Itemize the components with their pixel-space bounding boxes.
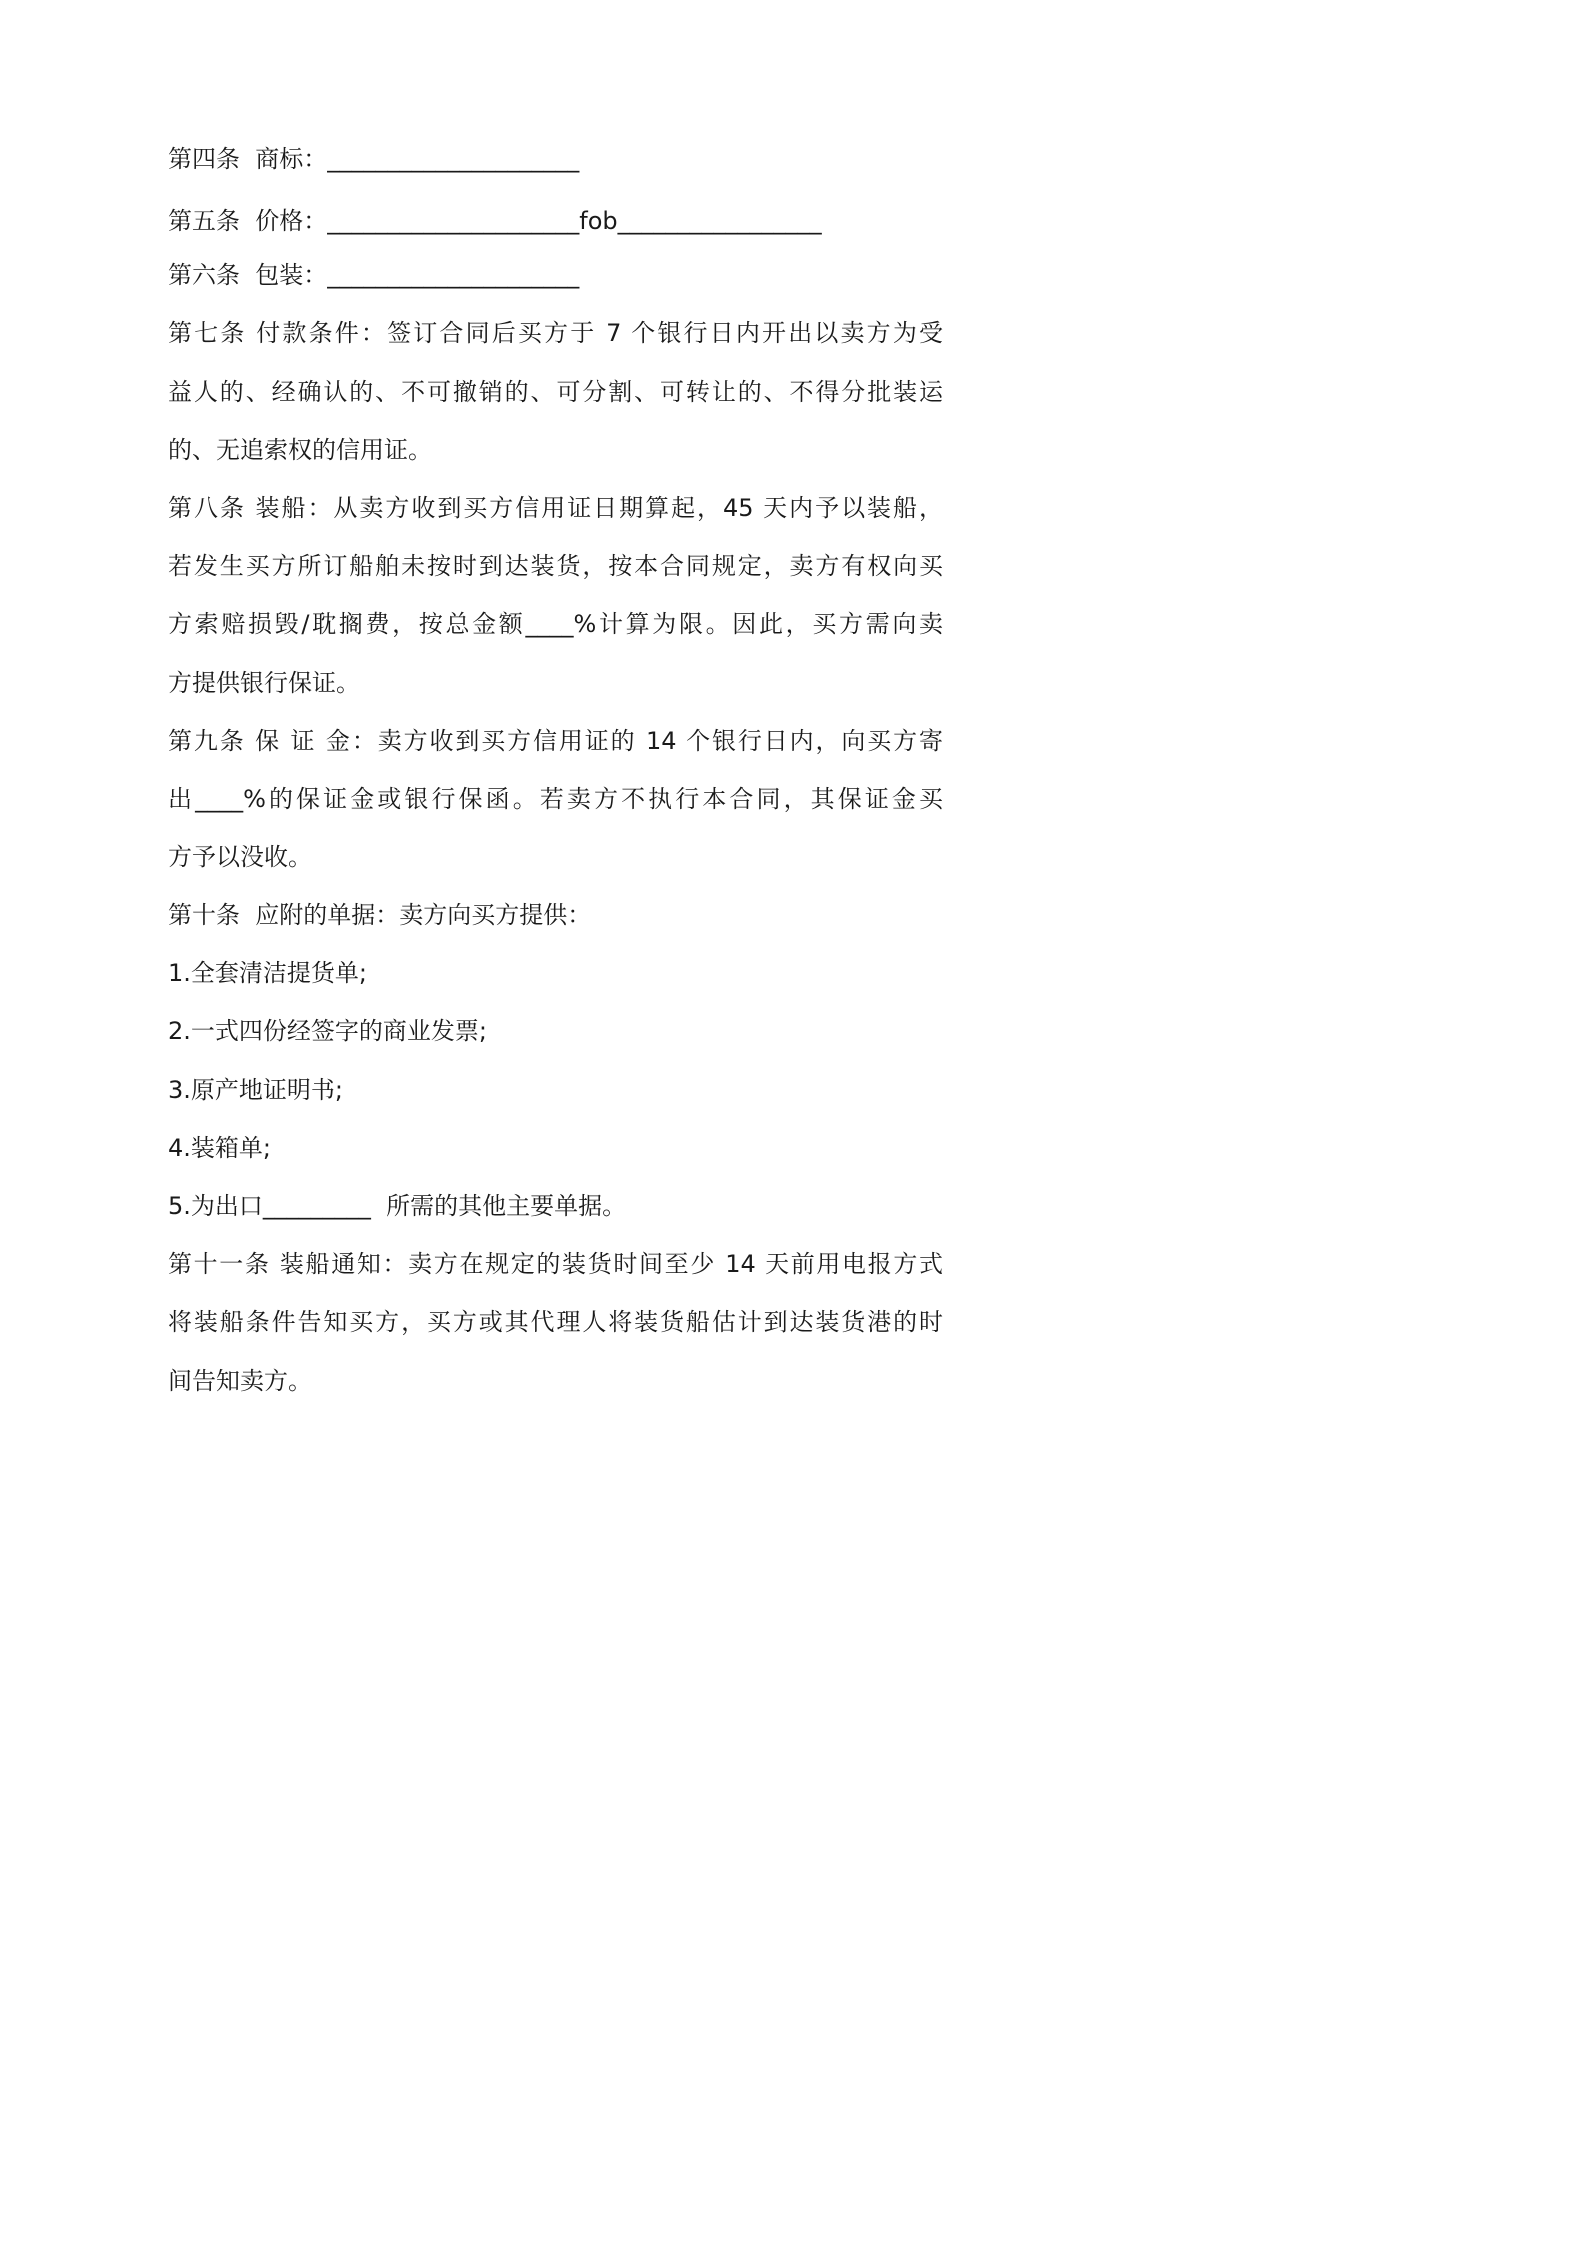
article-5-price: 第五条 价格：_____________________fob_________________ (168, 207, 822, 235)
article-8-shipment-line-1: 第八条 装船：从卖方收到买方信用证日期算起，45 天内予以装船， (168, 494, 943, 522)
document-item-3: 3.原产地证明书; (168, 1076, 343, 1104)
article-11-notice-line-2: 将装船条件告知买方，买方或其代理人将装货船估计到达装货港的时 (168, 1308, 943, 1336)
article-7-payment-line-2: 益人的、经确认的、不可撤销的、可分割、可转让的、不得分批装运 (168, 378, 943, 406)
article-9-deposit-line-3: 方予以没收。 (168, 843, 312, 871)
document-item-5: 5.为出口_________ 所需的其他主要单据。 (168, 1192, 627, 1220)
document-item-1: 1.全套清洁提货单; (168, 959, 367, 987)
article-7-payment-line-3: 的、无追索权的信用证。 (168, 436, 432, 464)
article-9-deposit-line-2: 出____%的保证金或银行保函。若卖方不执行本合同，其保证金买 (168, 785, 943, 813)
article-8-shipment-line-4: 方提供银行保证。 (168, 669, 360, 697)
article-11-notice-line-3: 间告知卖方。 (168, 1367, 312, 1395)
document-item-2: 2.一式四份经签字的商业发票; (168, 1017, 487, 1045)
article-6-packaging: 第六条 包装：_____________________ (168, 261, 580, 289)
article-8-shipment-line-2: 若发生买方所订船舶未按时到达装货，按本合同规定，卖方有权向买 (168, 552, 943, 580)
article-10-documents-heading: 第十条 应附的单据：卖方向买方提供： (168, 901, 592, 929)
document-item-4: 4.装箱单; (168, 1134, 271, 1162)
article-4-trademark: 第四条 商标：_____________________ (168, 145, 580, 173)
article-8-shipment-line-3: 方索赔损毁/耽搁费，按总金额____%计算为限。因此，买方需向卖 (168, 610, 943, 638)
document-page (0, 0, 1100, 1556)
article-11-notice-line-1: 第十一条 装船通知：卖方在规定的装货时间至少 14 天前用电报方式 (168, 1250, 943, 1278)
article-7-payment-line-1: 第七条 付款条件：签订合同后买方于 7 个银行日内开出以卖方为受 (168, 319, 943, 347)
article-9-deposit-line-1: 第九条 保 证 金：卖方收到买方信用证的 14 个银行日内，向买方寄 (168, 727, 943, 755)
